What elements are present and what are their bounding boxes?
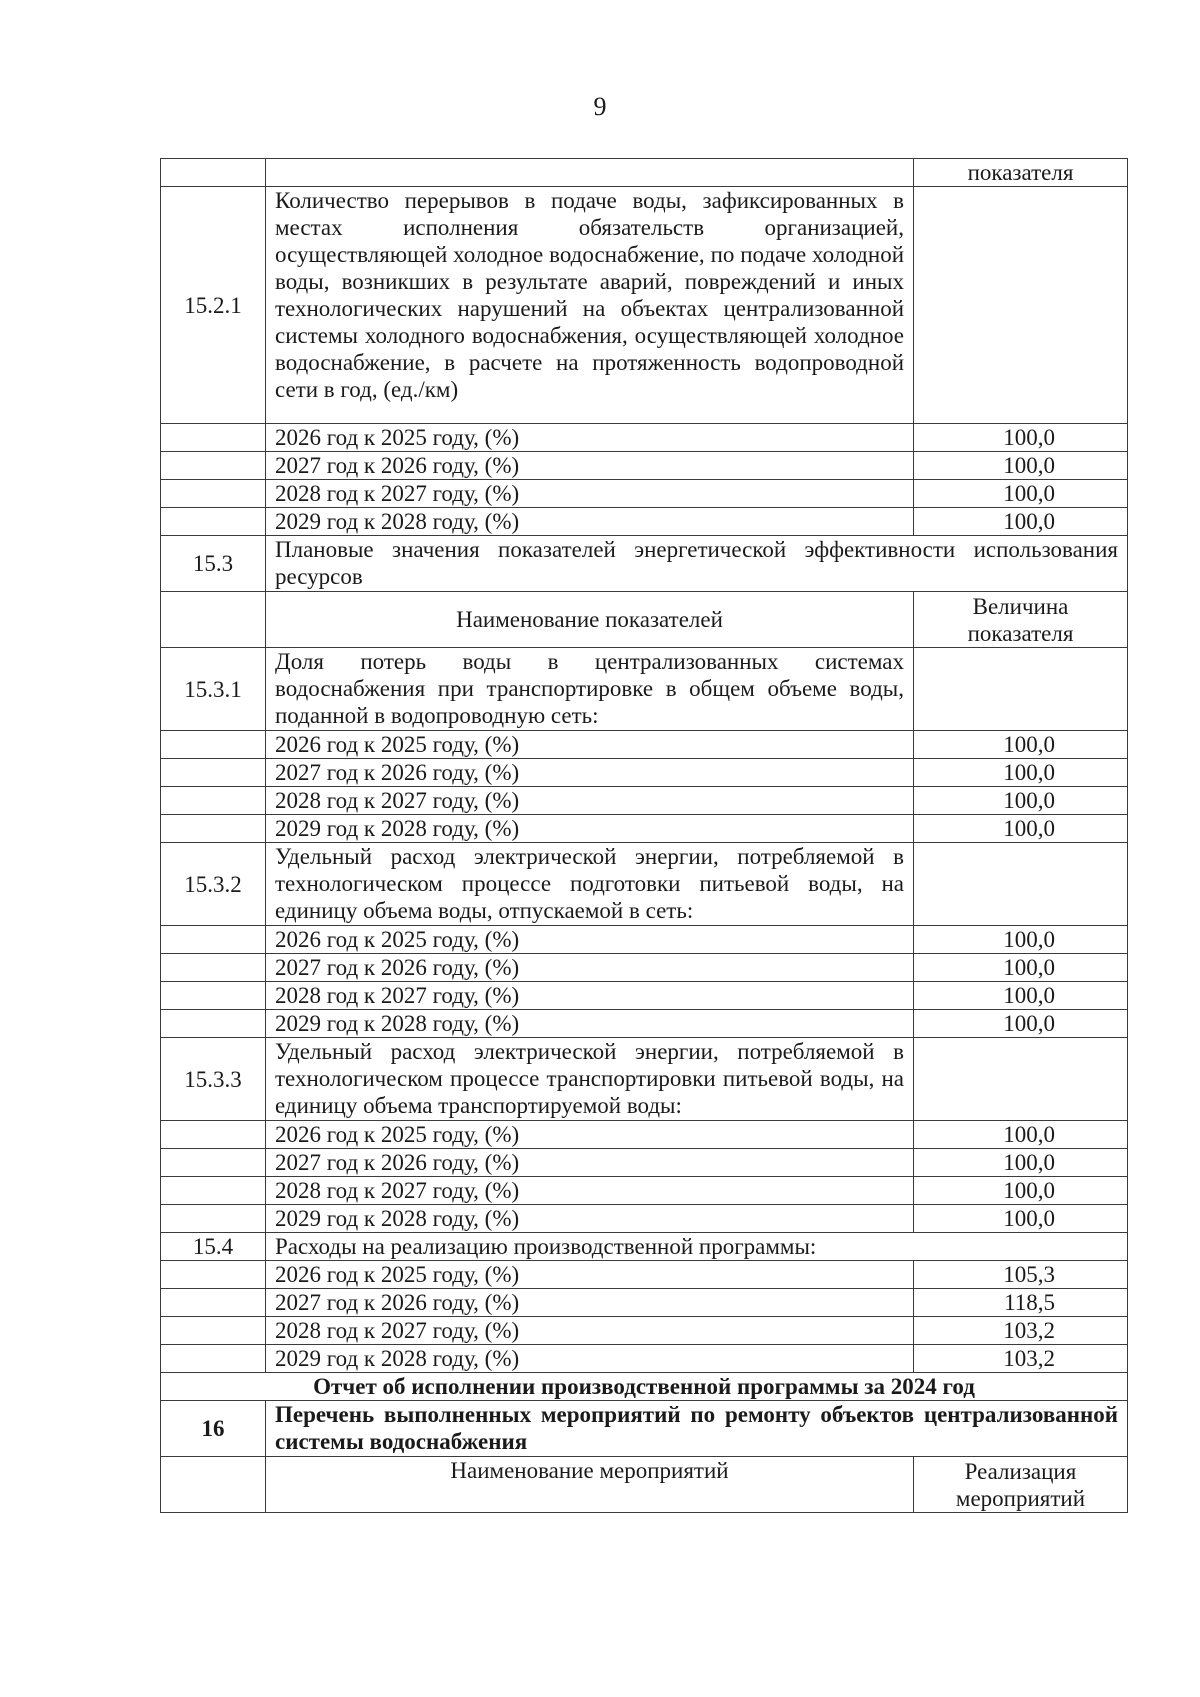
table-row: [161, 1261, 1128, 1289]
table-row: [161, 926, 1128, 954]
empty-cell: [161, 508, 266, 536]
period-value: 118,5: [914, 1289, 1128, 1317]
section-title: Плановые значения показателей энергетической эффективности использования ресурсов: [266, 536, 1128, 592]
table-row: [161, 1205, 1128, 1233]
period-label: 2029 год к 2028 году, (%): [266, 1010, 914, 1038]
period-value: 100,0: [914, 954, 1128, 982]
indicator-description: Удельный расход электрической энергии, потребляемой в технологическом процессе транспортировки питьевой воды, на единицу объема транспортируемой воды:: [266, 1038, 914, 1121]
period-label: 2029 год к 2028 году, (%): [266, 508, 914, 536]
period-value: 100,0: [914, 1010, 1128, 1038]
table-row: [161, 731, 1128, 759]
empty-cell: [266, 159, 914, 187]
period-label: 2026 год к 2025 году, (%): [266, 1121, 914, 1149]
table-row: [161, 787, 1128, 815]
period-label: 2029 год к 2028 году, (%): [266, 815, 914, 843]
section-number: 15.4: [161, 1233, 266, 1261]
period-value: 100,0: [914, 1205, 1128, 1233]
period-value: 100,0: [914, 759, 1128, 787]
column-header-value: Величина показателя: [914, 592, 1128, 648]
table-row: [161, 187, 1128, 424]
period-value: 100,0: [914, 982, 1128, 1010]
page-number: 9: [593, 92, 607, 121]
period-value: 105,3: [914, 1261, 1128, 1289]
period-value: 100,0: [914, 1177, 1128, 1205]
table-row: [161, 1010, 1128, 1038]
period-label: 2027 год к 2026 году, (%): [266, 452, 914, 480]
section-number: 15.3.3: [161, 1038, 266, 1121]
empty-cell: [161, 1121, 266, 1149]
table-row: [161, 452, 1128, 480]
section-number: 15.2.1: [161, 187, 266, 424]
empty-cell: [914, 843, 1128, 926]
table-row: [161, 536, 1128, 592]
period-label: 2027 год к 2026 году, (%): [266, 1149, 914, 1177]
period-label: 2028 год к 2027 году, (%): [266, 982, 914, 1010]
table-row: [161, 1233, 1128, 1261]
empty-cell: [161, 759, 266, 787]
period-label: 2028 год к 2027 году, (%): [266, 1317, 914, 1345]
table-row: [161, 1177, 1128, 1205]
period-value: 103,2: [914, 1345, 1128, 1373]
table-row: [161, 759, 1128, 787]
table-row: [161, 954, 1128, 982]
table-row: [161, 1401, 1128, 1457]
period-value: 100,0: [914, 787, 1128, 815]
table-row: [161, 1317, 1128, 1345]
empty-cell: [161, 787, 266, 815]
period-label: 2026 год к 2025 году, (%): [266, 1261, 914, 1289]
period-label: 2027 год к 2026 году, (%): [266, 954, 914, 982]
period-label: 2029 год к 2028 году, (%): [266, 1205, 914, 1233]
empty-cell: [161, 815, 266, 843]
empty-cell: [161, 731, 266, 759]
empty-cell: [914, 187, 1128, 424]
table-row: [161, 424, 1128, 452]
table-row: [161, 815, 1128, 843]
table-row: [161, 592, 1128, 648]
period-value: 100,0: [914, 1121, 1128, 1149]
section-title: Расходы на реализацию производственной программы:: [266, 1233, 1128, 1261]
continued-header-cell: показателя: [914, 159, 1128, 187]
period-label: 2026 год к 2025 году, (%): [266, 926, 914, 954]
table-row: [161, 648, 1128, 731]
indicator-description: Доля потерь воды в централизованных системах водоснабжения при транспортировке в общем объеме воды, поданной в водопроводную сеть:: [266, 648, 914, 731]
period-value: 103,2: [914, 1317, 1128, 1345]
table-row: [161, 1373, 1128, 1401]
period-value: 100,0: [914, 424, 1128, 452]
column-header-name: Наименование мероприятий: [266, 1457, 914, 1513]
table-row: [161, 480, 1128, 508]
period-label: 2028 год к 2027 году, (%): [266, 480, 914, 508]
report-title: Отчет об исполнении производственной программы за 2024 год: [161, 1373, 1128, 1401]
empty-cell: [161, 954, 266, 982]
table-row: [161, 508, 1128, 536]
section-number: 15.3.1: [161, 648, 266, 731]
period-label: 2027 год к 2026 году, (%): [266, 759, 914, 787]
section-title: Перечень выполненных мероприятий по ремонту объектов централизованной системы водоснабжения: [266, 1401, 1128, 1457]
empty-cell: [161, 424, 266, 452]
period-value: 100,0: [914, 731, 1128, 759]
period-label: 2028 год к 2027 году, (%): [266, 1177, 914, 1205]
column-header-name: Наименование показателей: [266, 592, 914, 648]
empty-cell: [161, 1261, 266, 1289]
period-value: 100,0: [914, 926, 1128, 954]
period-label: 2028 год к 2027 году, (%): [266, 787, 914, 815]
table-row: [161, 1121, 1128, 1149]
empty-cell: [161, 1177, 266, 1205]
section-number: 16: [161, 1401, 266, 1457]
table-row: [161, 1149, 1128, 1177]
empty-cell: [161, 1289, 266, 1317]
empty-cell: [161, 1205, 266, 1233]
section-number: 15.3: [161, 536, 266, 592]
indicators-table: [160, 158, 1128, 1513]
empty-cell: [914, 1038, 1128, 1121]
indicator-description: Удельный расход электрической энергии, потребляемой в технологическом процессе подготовки питьевой воды, на единицу объема воды, отпускаемой в сеть:: [266, 843, 914, 926]
period-label: 2029 год к 2028 году, (%): [266, 1345, 914, 1373]
empty-cell: [161, 1345, 266, 1373]
table-row: [161, 1038, 1128, 1121]
empty-cell: [161, 592, 266, 648]
empty-cell: [161, 926, 266, 954]
table-row: [161, 843, 1128, 926]
period-value: 100,0: [914, 508, 1128, 536]
empty-cell: [161, 1317, 266, 1345]
period-label: 2026 год к 2025 году, (%): [266, 424, 914, 452]
column-header-value: Реализация мероприятий: [914, 1457, 1128, 1513]
empty-cell: [161, 982, 266, 1010]
period-value: 100,0: [914, 480, 1128, 508]
empty-cell: [914, 648, 1128, 731]
empty-cell: [161, 159, 266, 187]
empty-cell: [161, 1457, 266, 1513]
table-row: [161, 159, 1128, 187]
table-row: [161, 1289, 1128, 1317]
empty-cell: [161, 1149, 266, 1177]
empty-cell: [161, 452, 266, 480]
table-row: [161, 1457, 1128, 1513]
period-value: 100,0: [914, 452, 1128, 480]
period-value: 100,0: [914, 1149, 1128, 1177]
section-number: 15.3.2: [161, 843, 266, 926]
indicator-description: Количество перерывов в подаче воды, зафиксированных в местах исполнения обязательств организацией, осуществляющей холодное водоснабжение, по подаче холодной воды, возникших в результате аварий, повреждений и иных технологических нарушений на объектах централизованной системы холодного водоснабжения, осуществляющей холодное водоснабжение, в расчете на протяженность водопроводной сети в год, (ед./км): [266, 187, 914, 424]
period-value: 100,0: [914, 815, 1128, 843]
period-label: 2026 год к 2025 году, (%): [266, 731, 914, 759]
table-row: [161, 1345, 1128, 1373]
period-label: 2027 год к 2026 году, (%): [266, 1289, 914, 1317]
table-row: [161, 982, 1128, 1010]
empty-cell: [161, 1010, 266, 1038]
empty-cell: [161, 480, 266, 508]
